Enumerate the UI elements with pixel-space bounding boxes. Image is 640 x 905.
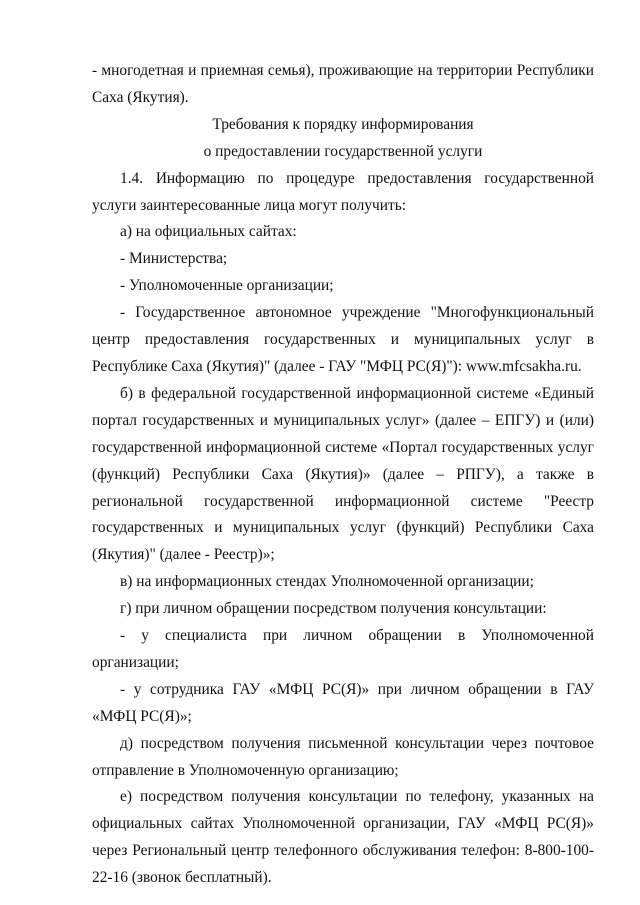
document-page: [92, 58, 594, 892]
list-item-g: г) при личном обращении посредством получения консультации:: [120, 600, 547, 618]
paragraph-family-continuation: - многодетная и приемная семья), проживающие на территории Республики Саха (Якутия).: [92, 62, 594, 106]
list-item-a: а) на официальных сайтах:: [120, 223, 297, 241]
section-heading-line-2: о предоставлении государственной услуги: [203, 142, 483, 160]
list-item-authorized-org: - Уполномоченные организации;: [120, 277, 334, 295]
paragraph-1-4: 1.4. Информацию по процедуре предоставления государственной услуги заинтересованные лица могут получить:: [92, 169, 594, 214]
list-item-mfc: - Государственное автономное учреждение "Многофункциональный центр предоставления государственных и муниципальных услуг в Республике Саха (Якутия)" (далее - ГАУ "МФЦ РС(Я)"): www.mfcsakha.ru.: [92, 304, 594, 375]
section-heading-line-1: Требования к порядку информирования: [212, 115, 474, 133]
list-item-mfc-employee: - у сотрудника ГАУ «МФЦ РС(Я)» при личном обращении в ГАУ «МФЦ РС(Я)»;: [92, 680, 594, 725]
list-item-v: в) на информационных стендах Уполномоченной организации;: [120, 573, 534, 591]
list-item-specialist: - у специалиста при личном обращении в Уполномоченной организации;: [92, 627, 594, 671]
list-item-d: д) посредством получения письменной консультации через почтовое отправление в Уполномоченную организацию;: [92, 734, 594, 779]
list-item-e: е) посредством получения консультации по телефону, указанных на официальных сайтах Уполномоченной организации, ГАУ «МФЦ РС(Я)» через Региональный центр телефонного обслуживания телефон: 8-800-100-22-16 (звонок бесплатный).: [92, 788, 594, 887]
list-item-ministry: - Министерства;: [120, 250, 228, 268]
list-item-b: б) в федеральной государственной информационной системе «Единый портал государственных и муниципальных услуг» (далее – ЕПГУ) и (или) государственной информационной системе «Портал государственных услуг (функций) Республики Саха (Якутия)» (далее – РПГУ), а также в региональной государственной информационной системе "Реестр государственных и муниципальных услуг (функций) Республики Саха (Якутия)" (далее - Реестр)»;: [92, 384, 594, 564]
